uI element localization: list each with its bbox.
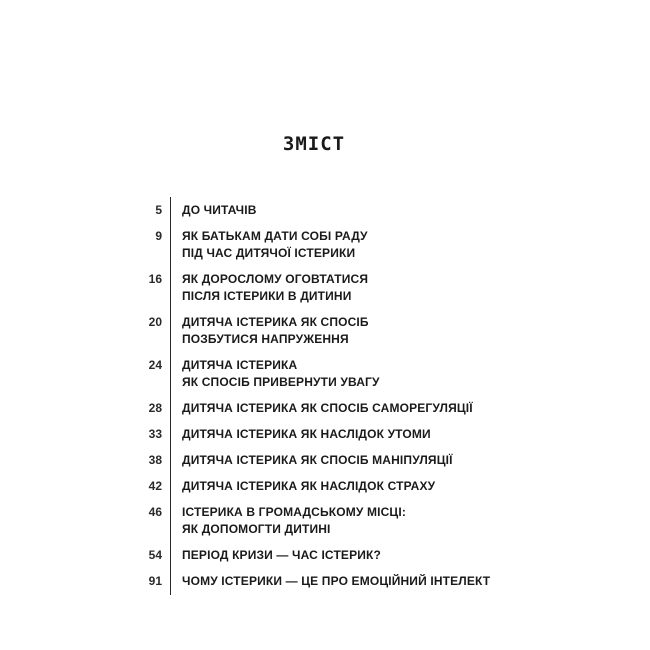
toc-page-number: 28	[148, 401, 162, 415]
toc-title-line: ЯК СПОСІБ ПРИВЕРНУТИ УВАГУ	[182, 375, 380, 389]
toc-title-line: ІСТЕРИКА В ГРОМАДСЬКОМУ МІСЦІ:	[182, 505, 406, 519]
toc-chapter-title	[182, 504, 406, 538]
toc-page-number: 20	[148, 315, 162, 329]
toc-title-line: ДО ЧИТАЧІВ	[182, 203, 257, 217]
toc-entry	[140, 452, 540, 469]
toc-title-line: ПІД ЧАС ДИТЯЧОЇ ІСТЕРИКИ	[182, 246, 356, 260]
toc-title-line: ЧОМУ ІСТЕРИКИ — ЦЕ ПРО ЕМОЦІЙНИЙ ІНТЕЛЕКТ	[182, 574, 491, 588]
toc-page-number: 5	[155, 203, 162, 217]
table-of-contents	[140, 202, 540, 590]
toc-title-line: ПЕРІОД КРИЗИ — ЧАС ІСТЕРИК?	[182, 548, 381, 562]
toc-entry	[140, 478, 540, 495]
toc-title-line: ПІСЛЯ ІСТЕРИКИ В ДИТИНИ	[182, 289, 352, 303]
toc-title-line: ДИТЯЧА ІСТЕРИКА ЯК НАСЛІДОК УТОМИ	[182, 427, 431, 441]
toc-entry	[140, 202, 540, 219]
toc-entry	[140, 400, 540, 417]
toc-chapter-title	[182, 357, 380, 391]
toc-chapter-title	[182, 478, 435, 495]
toc-entry	[140, 504, 540, 538]
toc-title-line: ДИТЯЧА ІСТЕРИКА ЯК СПОСІБ МАНІПУЛЯЦІЇ	[182, 453, 453, 467]
toc-chapter-title	[182, 228, 368, 262]
toc-page-number: 16	[148, 272, 162, 286]
toc-page-number: 38	[148, 453, 162, 467]
toc-title-line: ДИТЯЧА ІСТЕРИКА	[182, 358, 298, 372]
toc-page-number: 46	[148, 505, 162, 519]
page-title: ЗМІСТ	[282, 133, 346, 155]
toc-chapter-title	[182, 271, 368, 305]
toc-title-line: ЯК ДОРОСЛОМУ ОГОВТАТИСЯ	[182, 272, 369, 286]
toc-page-number: 9	[155, 229, 162, 243]
toc-entry	[140, 228, 540, 262]
toc-entry	[140, 426, 540, 443]
toc-chapter-title	[182, 426, 431, 443]
toc-page-number: 24	[148, 358, 162, 372]
toc-title-line: ЯК БАТЬКАМ ДАТИ СОБІ РАДУ	[182, 229, 368, 243]
toc-page-number: 33	[148, 427, 162, 441]
toc-chapter-title	[182, 202, 257, 219]
toc-entry	[140, 271, 540, 305]
toc-chapter-title	[182, 547, 381, 564]
toc-entry	[140, 573, 540, 590]
toc-entry	[140, 357, 540, 391]
toc-page-number: 42	[148, 479, 162, 493]
toc-entry	[140, 314, 540, 348]
toc-page-number: 91	[148, 574, 162, 588]
toc-chapter-title	[182, 452, 453, 469]
toc-chapter-title	[182, 573, 490, 590]
toc-title-line: ДИТЯЧА ІСТЕРИКА ЯК СПОСІБ	[182, 315, 369, 329]
toc-entry	[140, 547, 540, 564]
toc-chapter-title	[182, 314, 369, 348]
toc-chapter-title	[182, 400, 473, 417]
toc-page-number: 54	[148, 548, 162, 562]
toc-title-line: ДИТЯЧА ІСТЕРИКА ЯК СПОСІБ САМОРЕГУЛЯЦІЇ	[182, 401, 473, 415]
toc-title-line: ПОЗБУТИСЯ НАПРУЖЕННЯ	[182, 332, 349, 346]
toc-title-line: ДИТЯЧА ІСТЕРИКА ЯК НАСЛІДОК СТРАХУ	[182, 479, 436, 493]
toc-title-line: ЯК ДОПОМОГТИ ДИТИНІ	[182, 522, 331, 536]
